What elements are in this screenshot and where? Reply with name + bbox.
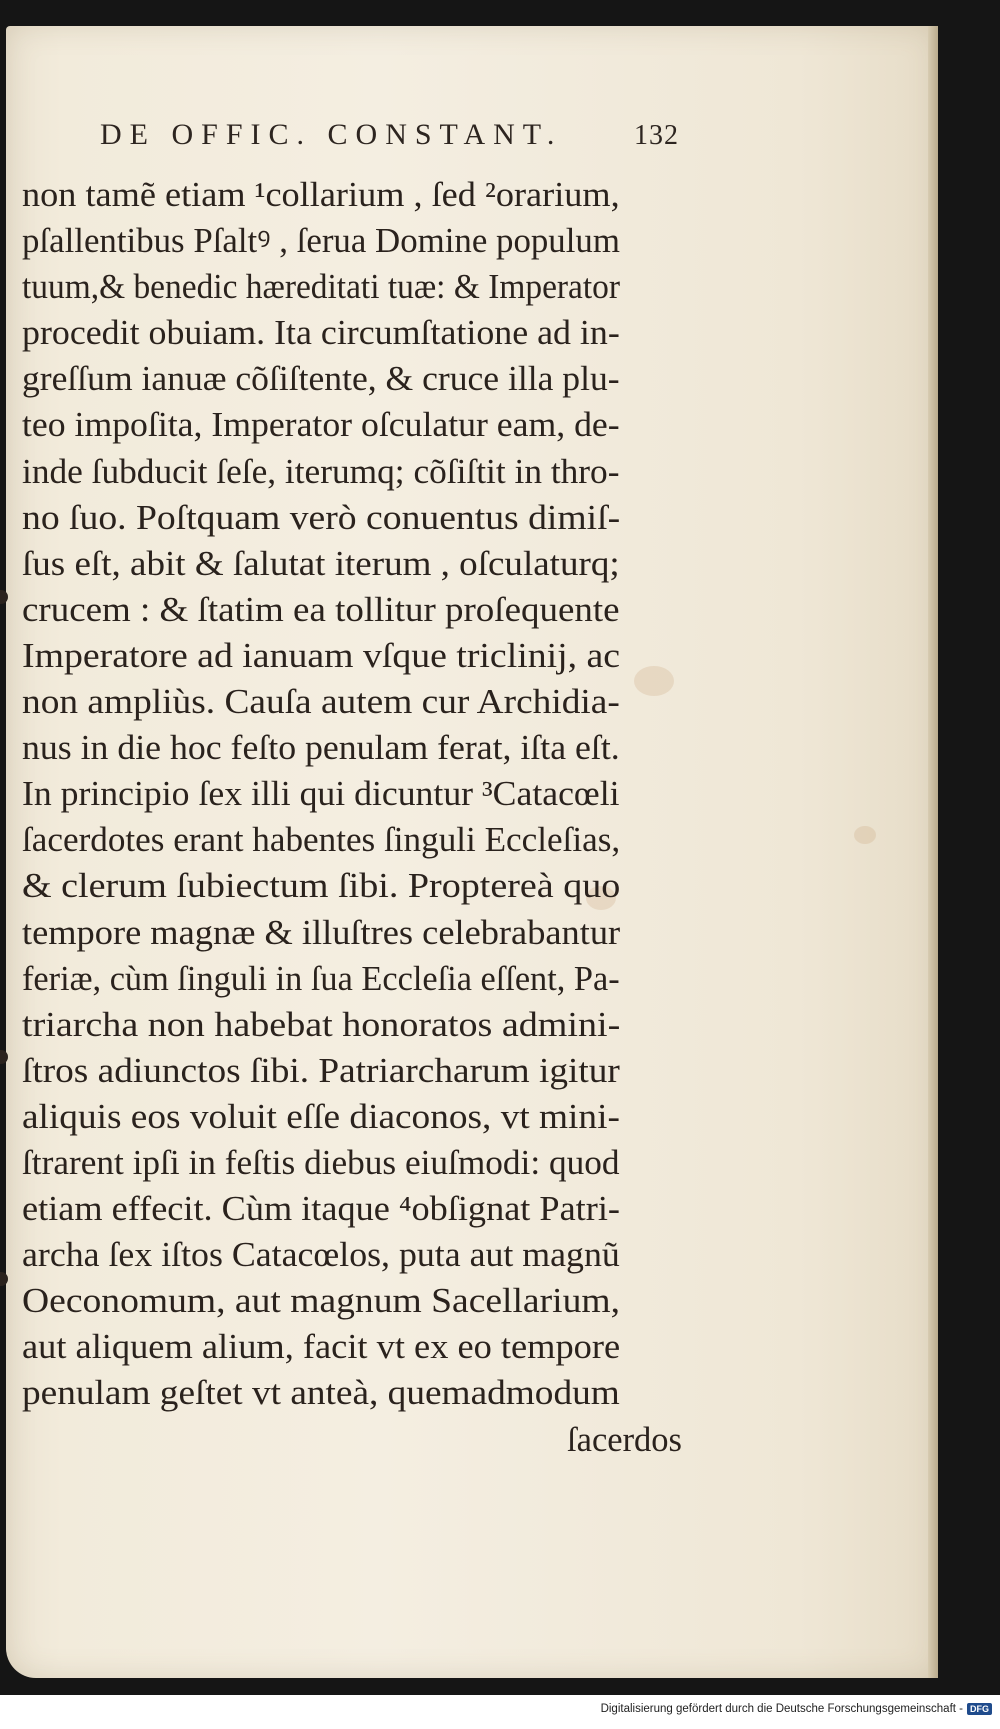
text-line: tempore magnæ & illuſtres celebrabantur	[22, 913, 621, 952]
text-line: feriæ, cùm ſinguli in ſua Eccleſia eſſent, Pa-	[22, 959, 620, 998]
dfg-logo: DFG	[967, 1703, 992, 1715]
text-line: etiam effecit. Cùm itaque ⁴obſignat Patri-	[22, 1190, 620, 1229]
text-line: nus in die hoc feſto penulam ferat, iſta eſt.	[22, 729, 620, 768]
page-number: 132	[634, 120, 679, 151]
text-line: & clerum ſubiectum ſibi. Proptereà quo	[22, 867, 621, 906]
text-line: ſtros adiunctos ſibi. Patriarcharum igitur	[22, 1051, 620, 1090]
text-line: Oeconomum, aut magnum Sacellarium,	[22, 1282, 620, 1321]
text-line: greſſum ianuæ cõſiſtente, & cruce illa plu-	[22, 360, 620, 399]
text-line: tuum,& benedic hæreditati tuæ: & Imperator	[22, 268, 621, 307]
text-line: procedit obuiam. Ita circumſtatione ad in-	[22, 314, 620, 353]
text-line: aut aliquem alium, facit vt ex eo tempore	[22, 1328, 621, 1367]
text-line: non tamẽ etiam ¹collarium , ſed ²orarium,	[22, 176, 620, 214]
text-line: ſacerdos	[567, 1420, 682, 1459]
credit-text: Digitalisierung gefördert durch die Deutsche Forschungsgemeinschaft -	[600, 1703, 963, 1715]
text-line: ſacerdotes erant habentes ſinguli Eccleſias,	[22, 821, 621, 860]
text-line: non ampliùs. Cauſa autem cur Archidia-	[22, 683, 620, 722]
body-text	[22, 172, 682, 1463]
text-line: ſus eſt, abit & ſalutat iterum , oſculaturq;	[22, 544, 620, 583]
text-line: no ſuo. Poſtquam verò conuentus dimiſ-	[22, 498, 621, 537]
digitization-credit	[601, 1703, 992, 1715]
text-line: triarcha non habebat honoratos admini-	[22, 1005, 621, 1044]
text-line: teo impoſita, Imperator oſculatur eam, de-	[22, 406, 620, 445]
running-head: DE OFFIC. CONSTANT.	[100, 118, 563, 151]
text-line: pſallentibus Pſaltꝰ , ſerua Domine populum	[22, 222, 620, 261]
text-line: archa ſex iſtos Catacœlos, puta aut magnũ	[22, 1236, 620, 1275]
text-line: crucem : & ſtatim ea tollitur proſequente	[22, 590, 620, 629]
text-line: ſtrarent ipſi in feſtis diebus eiuſmodi: quod	[22, 1143, 620, 1182]
text-line: penulam geſtet vt anteà, quemadmodum	[22, 1374, 620, 1413]
page-edge	[928, 26, 938, 1678]
text-line: aliquis eos voluit eſſe diaconos, vt mini-	[22, 1097, 620, 1136]
text-line: In principio ſex illi qui dicuntur ³Catacœli	[22, 775, 620, 814]
text-line: inde ſubducit ſeſe, iterumq; cõſiſtit in thro-	[22, 452, 620, 491]
paper-stain	[854, 826, 876, 844]
text-line: Imperatore ad ianuam vſque triclinij, ac	[22, 636, 621, 675]
